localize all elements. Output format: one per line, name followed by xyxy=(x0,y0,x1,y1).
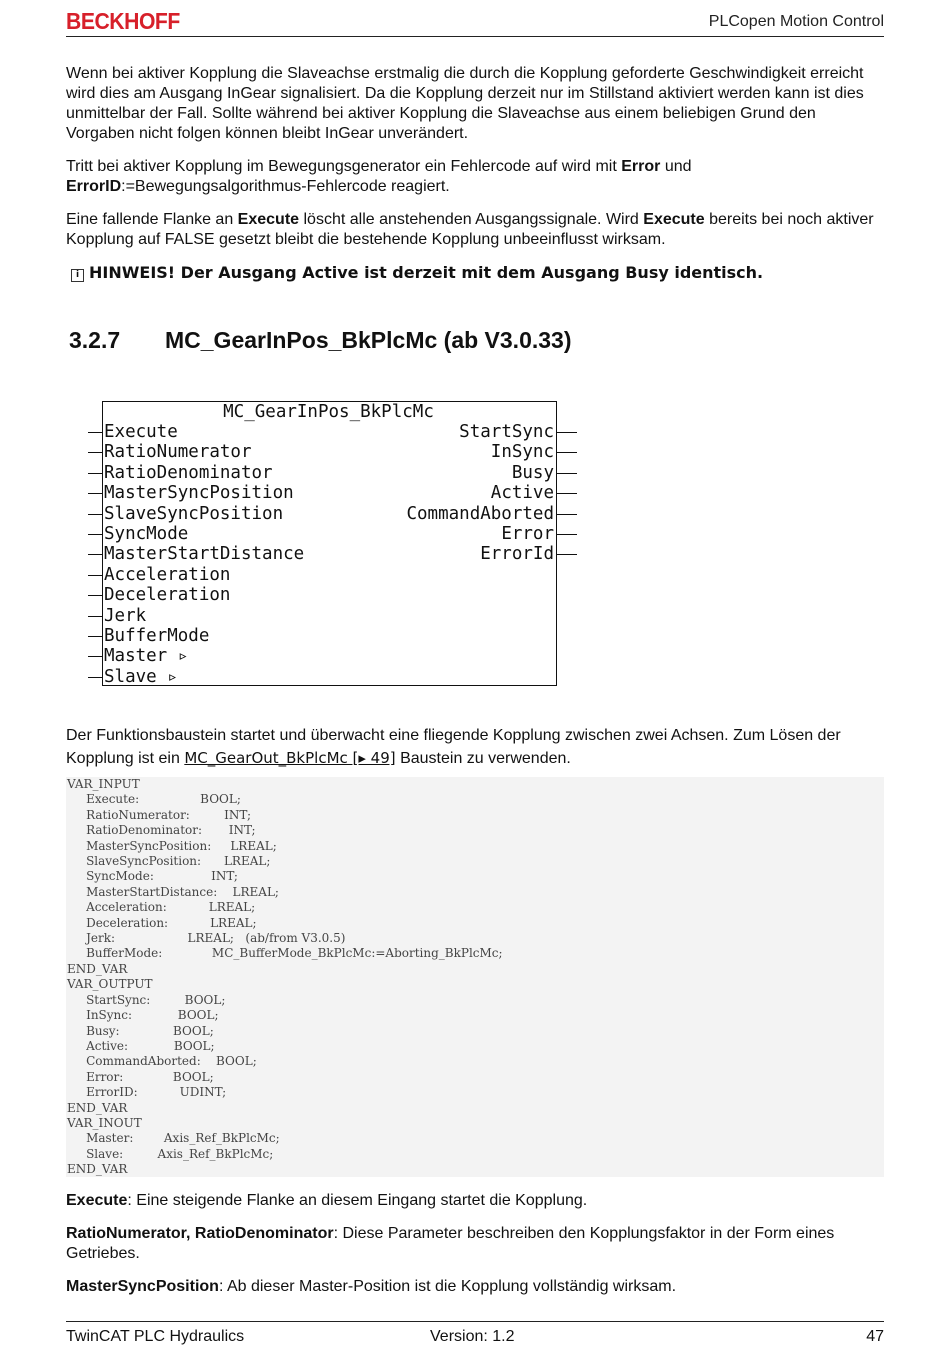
input-lead xyxy=(88,616,102,617)
output-lead xyxy=(556,432,577,433)
input-pin-acceleration: Acceleration xyxy=(104,564,231,585)
paragraph-ingear: Wenn bei aktiver Kopplung die Slaveachse erstmalig die durch die Kopplung geforderte Geschwindigkeit erreicht wird dies am Ausgang InGear signalisiert. Da die Kopplung derzeit nur im Stillstand aktiviert werden kann ist dies unmittelbar der Fall. Sollte während bei aktiver Kopplung die Slaveachse aus einem beliebigen Grund den Vorgaben nicht folgen können bleibt InGear unverändert. xyxy=(66,65,864,142)
function-block-name: MC_GearInPos_BkPlcMc xyxy=(223,402,434,422)
output-lead xyxy=(556,514,577,515)
page-header xyxy=(66,8,884,37)
input-lead xyxy=(88,473,102,474)
section-number: 3.2.7 xyxy=(69,327,121,353)
intro-text xyxy=(66,64,884,283)
page-footer xyxy=(66,1321,884,1352)
input-lead xyxy=(88,534,102,535)
desc-ratio: RatioNumerator, RatioDenominator: Diese Parameter beschreiben den Kopplungsfaktor in der Form eines Getriebes. xyxy=(66,1225,835,1262)
gearout-link[interactable]: MC_GearOut_BkPlcMc [▸ 49] xyxy=(184,749,396,767)
output-lead xyxy=(556,473,577,474)
output-pin-errorid: ErrorId xyxy=(480,544,554,565)
page-number: 47 xyxy=(866,1328,884,1345)
header-title: PLCopen Motion Control xyxy=(708,13,884,30)
input-pin-rationumerator: RatioNumerator xyxy=(104,442,252,463)
beckhoff-logo: BECKHOFF xyxy=(66,8,180,34)
desc-mastersync: MasterSyncPosition: Ab dieser Master-Position ist die Kopplung vollständig wirksam. xyxy=(66,1278,677,1295)
output-pin-commandaborted: CommandAborted xyxy=(406,503,554,524)
input-lead xyxy=(88,636,102,637)
parameter-descriptions xyxy=(66,1191,884,1310)
function-block-diagram xyxy=(88,401,588,691)
section-title: MC_GearInPos_BkPlcMc (ab V3.0.33) xyxy=(165,327,572,353)
code-declaration: VAR_INPUT Execute: BOOL; RatioNumerator: INT; RatioDenominator: INT; MasterSyncPosition: LREAL; SlaveSyncPosition: LREAL; SyncMode: INT; MasterStartDistance: LREAL; Acceleration: LREAL; Deceleration: LREAL; Jerk: LREAL; (ab/from V3.0.5) BufferMode: MC_BufferMode_BkPlcMc:=Aborting_BkPlcMc; END_VAR VAR_OUTPUT StartSync: BOOL; InSync: BOOL; Busy: BOOL; Active: BOOL; CommandAborted: BOOL; Error: BOOL; ErrorID: UDINT; END_VAR VAR_INOUT Master: Axis_Ref_BkPlcMc; Slave: Axis_Ref_BkPlcMc; END_VAR xyxy=(66,777,884,1177)
output-pin-insync: InSync xyxy=(490,442,554,463)
input-pin-buffermode: BufferMode xyxy=(104,626,210,646)
input-pin-syncmode: SyncMode xyxy=(104,524,189,544)
input-pin-masterstartdistance: MasterStartDistance xyxy=(104,544,305,565)
note-text: HINWEIS! Der Ausgang Active ist derzeit mit dem Ausgang Busy identisch. xyxy=(89,263,764,282)
input-lead xyxy=(88,554,102,555)
footer-product: TwinCAT PLC Hydraulics xyxy=(66,1328,245,1345)
info-icon: i xyxy=(71,269,84,282)
output-lead xyxy=(556,554,577,555)
input-lead xyxy=(88,656,102,657)
output-pin-startsync: StartSync xyxy=(459,422,554,442)
input-pin-execute: Execute xyxy=(104,422,178,442)
paragraph-execute: Eine fallende Flanke an Execute löscht alle anstehenden Ausgangssignale. Wird Execute bereits bei noch aktiver Kopplung auf FALSE gesetzt bleibt die bestehende Kopplung unbeeinflusst wirksam. xyxy=(66,211,874,248)
output-lead xyxy=(556,534,577,535)
note xyxy=(66,263,884,283)
footer-version: Version: 1.2 xyxy=(430,1328,515,1345)
input-pin-jerk: Jerk xyxy=(104,605,147,626)
output-lead xyxy=(556,493,577,494)
input-pin-deceleration: Deceleration xyxy=(104,585,231,606)
description-paragraph: Der Funktionsbaustein startet und überwacht eine fliegende Kopplung zwischen zwei Achsen. Zum Lösen der Kopplung ist ein MC_GearOut_BkPlcMc [▸ 49] Baustein zu verwenden. xyxy=(66,727,841,767)
output-pin-error: Error xyxy=(501,524,554,544)
input-pin-slavesyncposition: SlaveSyncPosition xyxy=(104,503,284,524)
input-lead xyxy=(88,677,102,678)
input-lead xyxy=(88,493,102,494)
input-lead xyxy=(88,432,102,433)
input-lead xyxy=(88,595,102,596)
input-lead xyxy=(88,514,102,515)
input-pin-mastersyncposition: MasterSyncPosition xyxy=(104,483,294,504)
input-pin-master: Master ▹ xyxy=(104,646,189,667)
output-lead xyxy=(556,452,577,453)
input-lead xyxy=(88,452,102,453)
output-pin-active: Active xyxy=(490,483,554,504)
output-pin-busy: Busy xyxy=(511,462,554,483)
input-pin-slave: Slave ▹ xyxy=(104,666,178,687)
paragraph-error: Tritt bei aktiver Kopplung im Bewegungsgenerator ein Fehlercode auf wird mit Error und ErrorID:=Bewegungsalgorithmus-Fehlercode reagiert. xyxy=(66,158,692,195)
section-heading xyxy=(69,327,572,354)
input-lead xyxy=(88,575,102,576)
desc-execute: Execute: Eine steigende Flanke an diesem Eingang startet die Kopplung. xyxy=(66,1192,588,1209)
input-pin-ratiodenominator: RatioDenominator xyxy=(104,462,273,483)
